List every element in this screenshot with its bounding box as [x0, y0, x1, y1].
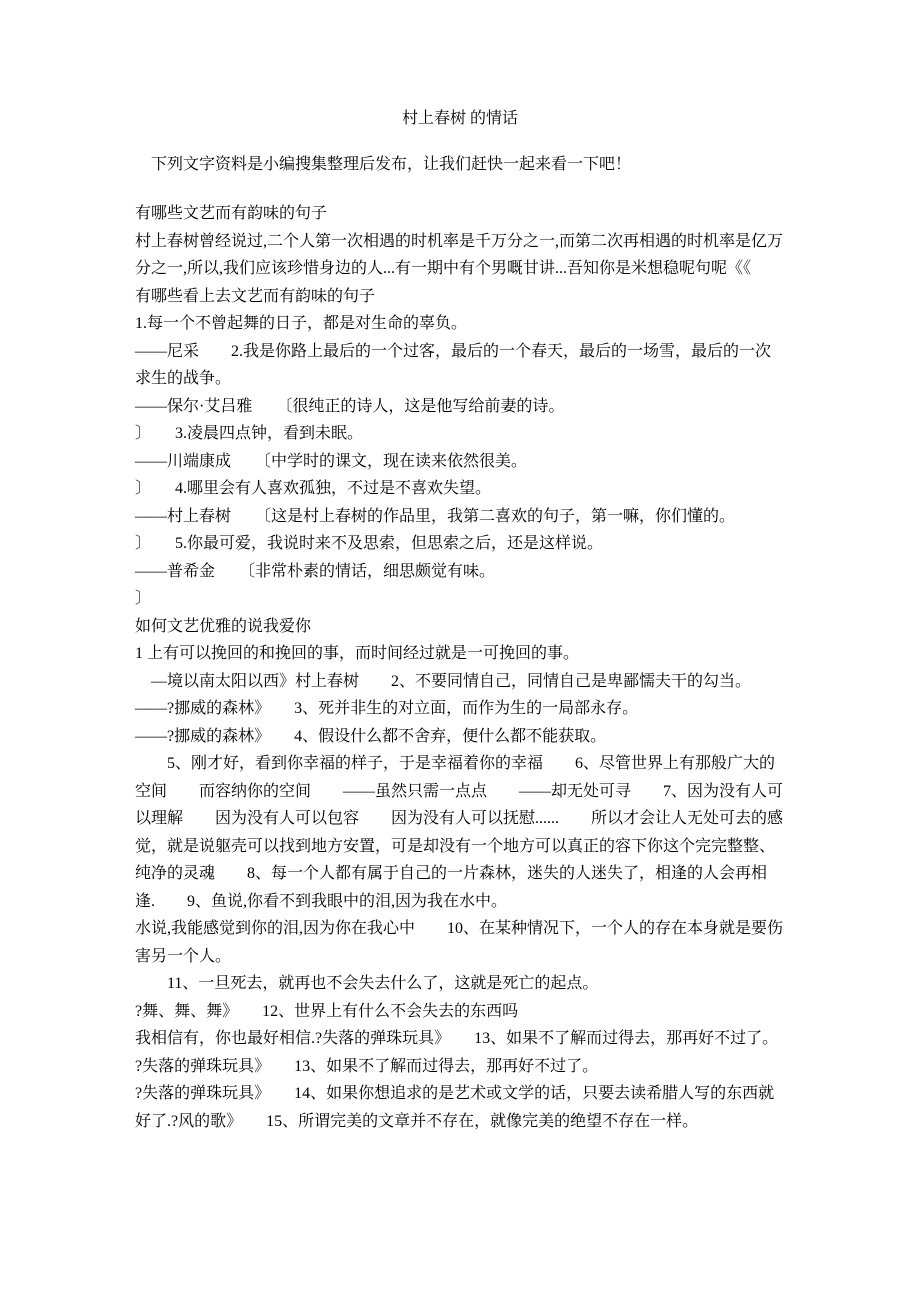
paragraph: 〕 4.哪里会有人喜欢孤独，不过是不喜欢失望。	[135, 480, 492, 497]
paragraph: ?失落的弹珠玩具》 13、如果不了解而过得去，那再好不过了。	[135, 1057, 599, 1075]
paragraph: ——普希金 〔非常朴素的情话，细思颇觉有味。	[135, 562, 496, 580]
paragraph: 有哪些看上去文艺而有韵味的句子	[135, 287, 376, 305]
paragraph: 1 上有可以挽回的和挽回的事，而时间经过就是一可挽回的事。	[135, 645, 580, 662]
paragraph: 水说,我能感觉到你的泪,因为你在我心中 10、在某种情况下，一个人的存在本身就是要伤害另一个人。	[135, 920, 784, 965]
paragraph: ——尼采 2.我是你路上最后的一个过客，最后的一个春天，最后的一场雪，最后的一次求生的战争。	[135, 342, 772, 387]
paragraph: 5、刚才好，看到你幸福的样子，于是幸福着你的幸福 6、尽管世界上有那般广大的空间 而容纳你的空间 ——虽然只需一点点 ——却无处可寻 7、因为没有人可以理解 因为没有人可以包容 因为没有人可以抚慰...... 所以才会让人无处可去的感觉，就是说躯壳可以找到地方安置，可是却没有一个地方可以真正的容下你这个完完整整、纯净的灵魂 8、每一个人都有属于自己的一片森林，迷失的人迷失了，相逢的人会再相逢. 9、鱼说,你看不到我眼中的泪,因为我在水中。	[135, 755, 784, 910]
paragraph: ?舞、舞、舞》 12、世界上有什么不会失去的东西吗	[135, 1002, 519, 1020]
paragraph: 〕 5.你最可爱，我说时来不及思索，但思索之后，还是这样说。	[135, 535, 604, 552]
paragraph: 村上春树曾经说过,二个人第一次相遇的时机率是千万分之一,而第二次再相遇的时机率是亿万分之一,所以,我们应该珍惜身边的人...有一期中有个男嘅甘讲...吾知你是米想稳呢句呢《《	[135, 232, 784, 277]
paragraph: 1.每一个不曾起舞的日子，都是对生命的辜负。	[135, 315, 468, 332]
paragraph: 有哪些文艺而有韵味的句子	[135, 205, 328, 222]
paragraph: ——?挪威的森林》 3、死并非生的对立面，而作为生的一局部永存。	[135, 700, 639, 717]
document-title: 村上春树 的情话	[401, 110, 518, 127]
document-body	[135, 200, 785, 1135]
paragraph: ——保尔·艾吕雅 〔很纯正的诗人，这是他写给前妻的诗。	[135, 397, 565, 415]
paragraph: 如何文艺优雅的说我爱你	[135, 617, 312, 635]
paragraph: ?失落的弹珠玩具》 14、如果你想追求的是艺术或文学的话，只要去读希腊人写的东西就好了.?风的歌》 15、所谓完美的文章并不存在，就像完美的绝望不存在一样。	[135, 1085, 775, 1130]
intro-paragraph: 下列文字资料是小编搜集整理后发布，让我们赶快一起来看一下吧！	[135, 155, 632, 173]
paragraph: ——?挪威的森林》 4、假设什么都不舍弃，便什么都不能获取。	[135, 727, 607, 745]
paragraph: ——川端康成 〔中学时的课文，现在读来依然很美。	[135, 452, 528, 470]
paragraph: 我相信有，你也最好相信.?失落的弹珠玩具》 13、如果不了解而过得去，那再好不过了。	[135, 1030, 779, 1047]
paragraph: —境以南太阳以西》村上春树 2、不要同情自己，同情自己是卑鄙懦夫干的勾当。	[135, 672, 752, 690]
paragraph: 〕 3.凌晨四点钟，看到未眠。	[135, 425, 364, 442]
paragraph: 11、一旦死去，就再也不会失去什么了，这就是死亡的起点。	[135, 975, 599, 992]
paragraph: 〕	[135, 590, 152, 607]
paragraph: ——村上春树 〔这是村上春树的作品里，我第二喜欢的句子，第一嘛，你们懂的。	[135, 507, 736, 525]
